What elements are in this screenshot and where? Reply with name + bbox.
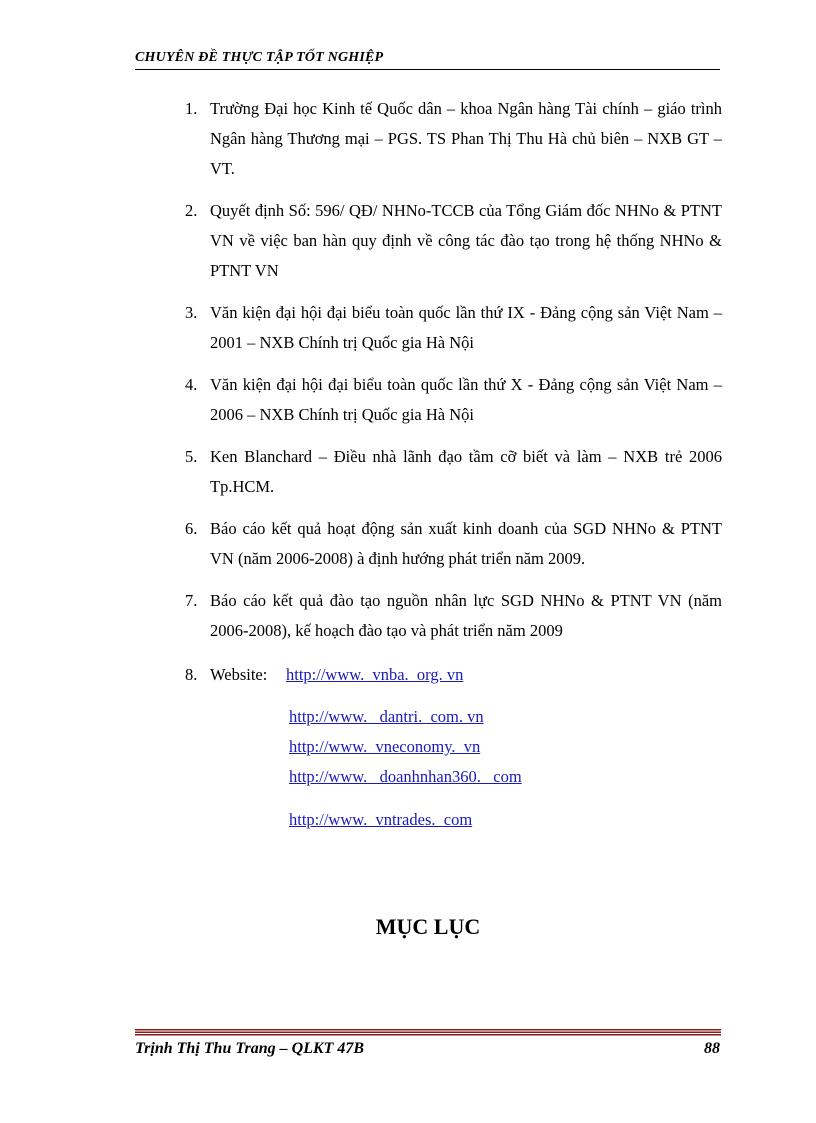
website-link[interactable]: http://www. doanhnhan360. com [289, 767, 522, 786]
website-link[interactable]: http://www. dantri. com. vn [289, 707, 484, 726]
toc-title: MỤC LỤC [375, 914, 481, 939]
reference-number: 4. [185, 375, 198, 394]
reference-number: 7. [185, 591, 198, 610]
footer-rule [135, 1029, 721, 1036]
reference-text: Văn kiện đại hội đại biểu toàn quốc lần thứ IX - Đảng cộng sản Việt Nam – 2001 – NXB Chính trị Quốc gia Hà Nội [210, 303, 722, 352]
reference-number: 6. [185, 519, 198, 538]
page-header [135, 49, 720, 70]
footer-author: Trịnh Thị Thu Trang – QLKT 47B [135, 1040, 365, 1057]
reference-number: 3. [185, 303, 198, 322]
website-link[interactable]: http://www. vntrades. com [289, 810, 473, 829]
reference-text: Báo cáo kết quả hoạt động sản xuất kinh doanh của SGD NHNo & PTNT VN (năm 2006-2008) à định hướng phát triển năm 2009. [210, 519, 722, 568]
website-link[interactable]: http://www. vnba. org. vn [286, 665, 464, 684]
reference-text: Báo cáo kết quả đào tạo nguồn nhân lực SGD NHNo & PTNT VN (năm 2006-2008), kế hoạch đào tạo và phát triển năm 2009 [210, 591, 722, 640]
reference-text: Trường Đại học Kinh tế Quốc dân – khoa Ngân hàng Tài chính – giáo trình Ngân hàng Thương mại – PGS. TS Phan Thị Thu Hà chủ biên – NXB GT – VT. [210, 99, 722, 178]
reference-number: 5. [185, 447, 198, 466]
reference-text: Quyết định Số: 596/ QĐ/ NHNo-TCCB của Tổng Giám đốc NHNo & PTNT VN về việc ban hàn quy định về công tác đào tạo trong hệ thống NHNo & PTNT VN [210, 201, 722, 280]
website-link[interactable]: http://www. vneconomy. vn [289, 737, 481, 756]
reference-number: 2. [185, 201, 198, 220]
header-title: CHUYÊN ĐỀ THỰC TẬP TỐT NGHIỆP [135, 50, 384, 65]
page-number: 88 [704, 1040, 720, 1057]
reference-text: Văn kiện đại hội đại biểu toàn quốc lần thứ X - Đảng cộng sản Việt Nam – 2006 – NXB Chính trị Quốc gia Hà Nội [210, 375, 722, 424]
reference-text: Ken Blanchard – Điều nhà lãnh đạo tầm cỡ biết và làm – NXB trẻ 2006 Tp.HCM. [210, 447, 722, 496]
reference-number: 8. [185, 665, 198, 684]
reference-text: Website: [210, 665, 268, 684]
reference-number: 1. [185, 99, 198, 118]
